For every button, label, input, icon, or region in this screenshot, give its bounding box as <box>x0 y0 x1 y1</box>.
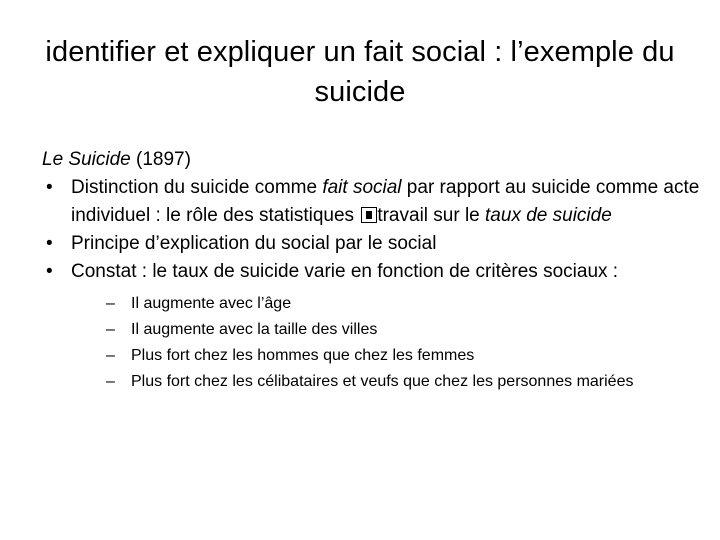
book-title: Le Suicide <box>42 149 131 170</box>
bullet-emphasis: fait social <box>322 177 402 198</box>
slide-title: identifier et expliquer un fait social : l’exemple du suicide <box>45 36 675 108</box>
bullet-text: Principe d’explication du social par le social <box>71 233 437 254</box>
bullet-list <box>42 174 702 395</box>
bullet-item <box>42 258 702 395</box>
bullet-item <box>42 174 702 230</box>
sub-bullet-item <box>71 343 702 369</box>
slide-body <box>42 146 702 395</box>
bullet-text: travail sur le <box>377 205 486 226</box>
bullet-marker: • <box>46 261 53 282</box>
book-year: (1897) <box>130 149 191 170</box>
dash-marker: – <box>106 295 115 312</box>
sub-bullet-text: Il augmente avec la taille des villes <box>131 321 378 338</box>
sub-bullet-text: Plus fort chez les hommes que chez les femmes <box>131 347 475 364</box>
sub-bullet-list <box>71 291 702 395</box>
arrow-icon <box>361 207 377 223</box>
bullet-marker: • <box>46 233 53 254</box>
bullet-item <box>42 230 702 258</box>
bullet-emphasis: taux de suicide <box>485 205 612 226</box>
intro-line <box>42 146 702 174</box>
sub-bullet-item <box>71 291 702 317</box>
sub-bullet-text: Plus fort chez les célibataires et veufs que chez les personnes mariées <box>131 373 634 390</box>
dash-marker: – <box>106 347 115 364</box>
bullet-text: Distinction du suicide comme <box>71 177 323 198</box>
bullet-text: par rapport au suicide comme acte individuel : le rôle des statistiques <box>71 177 700 226</box>
sub-bullet-item <box>71 369 702 395</box>
bullet-marker: • <box>46 177 53 198</box>
dash-marker: – <box>106 321 115 338</box>
sub-bullet-item <box>71 317 702 343</box>
bullet-text: Constat : le taux de suicide varie en fonction de critères sociaux : <box>71 261 619 282</box>
sub-bullet-text: Il augmente avec l’âge <box>131 295 292 312</box>
dash-marker: – <box>106 373 115 390</box>
